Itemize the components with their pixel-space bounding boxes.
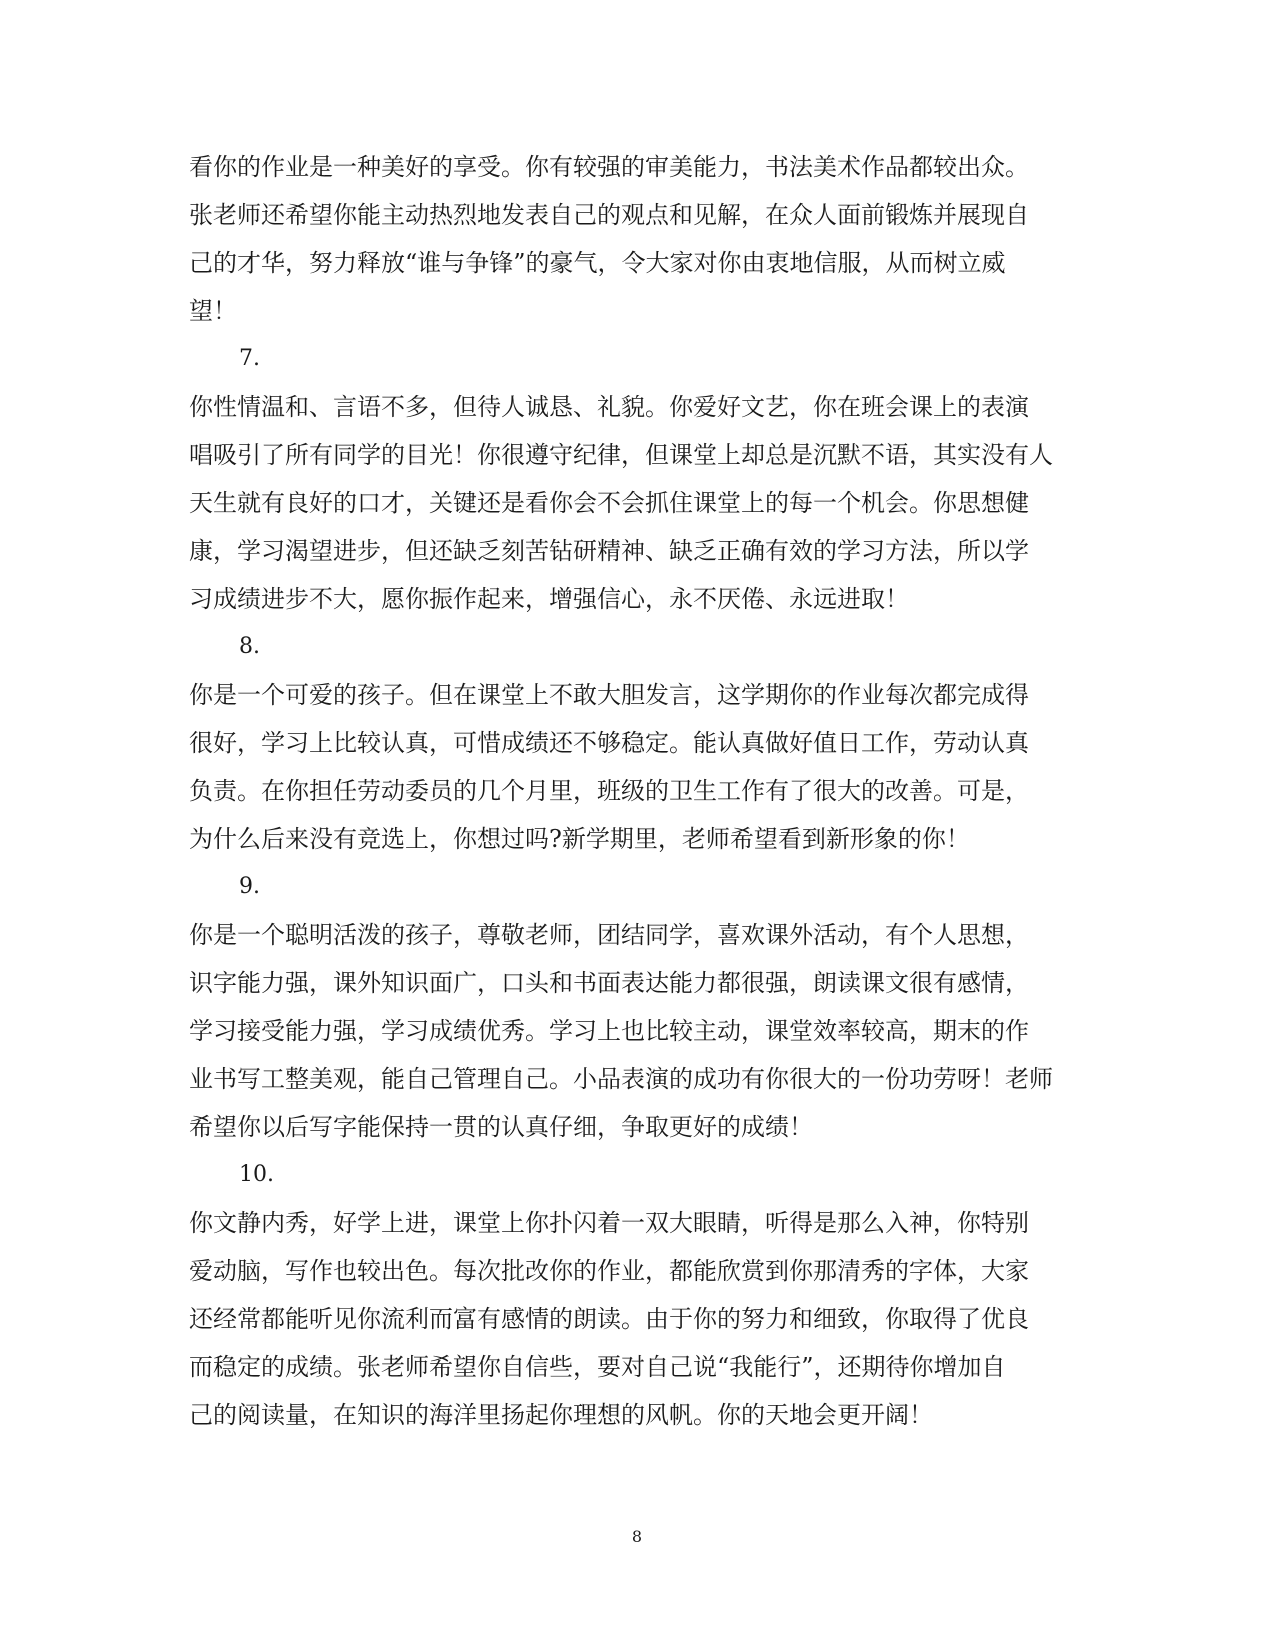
- paragraph-line: 己的阅读量，在知识的海洋里扬起你理想的风帆。你的天地会更开阔！: [189, 1401, 933, 1429]
- paragraph-line: 识字能力强，课外知识面广，口头和书面表达能力都很强，朗读课文很有感情，: [189, 969, 1029, 997]
- item-number: 10.: [239, 1162, 274, 1187]
- paragraph-line: 爱动脑，写作也较出色。每次批改你的作业，都能欣赏到你那清秀的字体，大家: [189, 1257, 1029, 1285]
- paragraph-line: 习成绩进步不大，愿你振作起来，增强信心，永不厌倦、永远进取！: [189, 585, 909, 613]
- paragraph-line: 唱吸引了所有同学的目光！你很遵守纪律，但课堂上却总是沉默不语，其实没有人: [189, 441, 1053, 469]
- paragraph-line: 希望你以后写字能保持一贯的认真仔细，争取更好的成绩！: [189, 1113, 813, 1141]
- page-number: 8: [631, 1527, 643, 1546]
- paragraph-line: 你性情温和、言语不多，但待人诚恳、礼貌。你爱好文艺，你在班会课上的表演: [189, 393, 1029, 421]
- paragraph-line: 而稳定的成绩。张老师希望你自信些，要对自己说“我能行”，还期待你增加自: [189, 1353, 1006, 1381]
- paragraph-line: 你文静内秀，好学上进，课堂上你扑闪着一双大眼睛，听得是那么入神，你特别: [189, 1209, 1029, 1237]
- paragraph-line: 天生就有良好的口才，关键还是看你会不会抓住课堂上的每一个机会。你思想健: [189, 489, 1029, 517]
- paragraph-line: 你是一个可爱的孩子。但在课堂上不敢大胆发言，这学期你的作业每次都完成得: [189, 681, 1029, 709]
- paragraph-line: 康，学习渴望进步，但还缺乏刻苦钻研精神、缺乏正确有效的学习方法，所以学: [189, 537, 1029, 565]
- paragraph-line: 你是一个聪明活泼的孩子，尊敬老师，团结同学，喜欢课外活动，有个人思想，: [189, 921, 1029, 949]
- paragraph-line: 很好，学习上比较认真，可惜成绩还不够稳定。能认真做好值日工作，劳动认真: [189, 729, 1029, 757]
- paragraph-line: 张老师还希望你能主动热烈地发表自己的观点和见解，在众人面前锻炼并展现自: [189, 201, 1029, 229]
- paragraph-line: 为什么后来没有竞选上，你想过吗?新学期里，老师希望看到新形象的你！: [189, 825, 970, 853]
- paragraph-line: 望！: [189, 297, 237, 325]
- item-number: 9.: [239, 874, 260, 899]
- paragraph-line: 负责。在你担任劳动委员的几个月里，班级的卫生工作有了很大的改善。可是，: [189, 777, 1029, 805]
- paragraph-line: 看你的作业是一种美好的享受。你有较强的审美能力，书法美术作品都较出众。: [189, 153, 1029, 181]
- paragraph-line: 己的才华，努力释放“谁与争锋”的豪气，令大家对你由衷地信服，从而树立威: [189, 249, 1006, 277]
- paragraph-line: 业书写工整美观，能自己管理自己。小品表演的成功有你很大的一份功劳呀！老师: [189, 1065, 1053, 1093]
- paragraph-line: 还经常都能听见你流利而富有感情的朗读。由于你的努力和细致，你取得了优良: [189, 1305, 1029, 1333]
- item-number: 8.: [239, 634, 260, 659]
- item-number: 7.: [239, 346, 260, 371]
- paragraph-line: 学习接受能力强，学习成绩优秀。学习上也比较主动，课堂效率较高，期末的作: [189, 1017, 1029, 1045]
